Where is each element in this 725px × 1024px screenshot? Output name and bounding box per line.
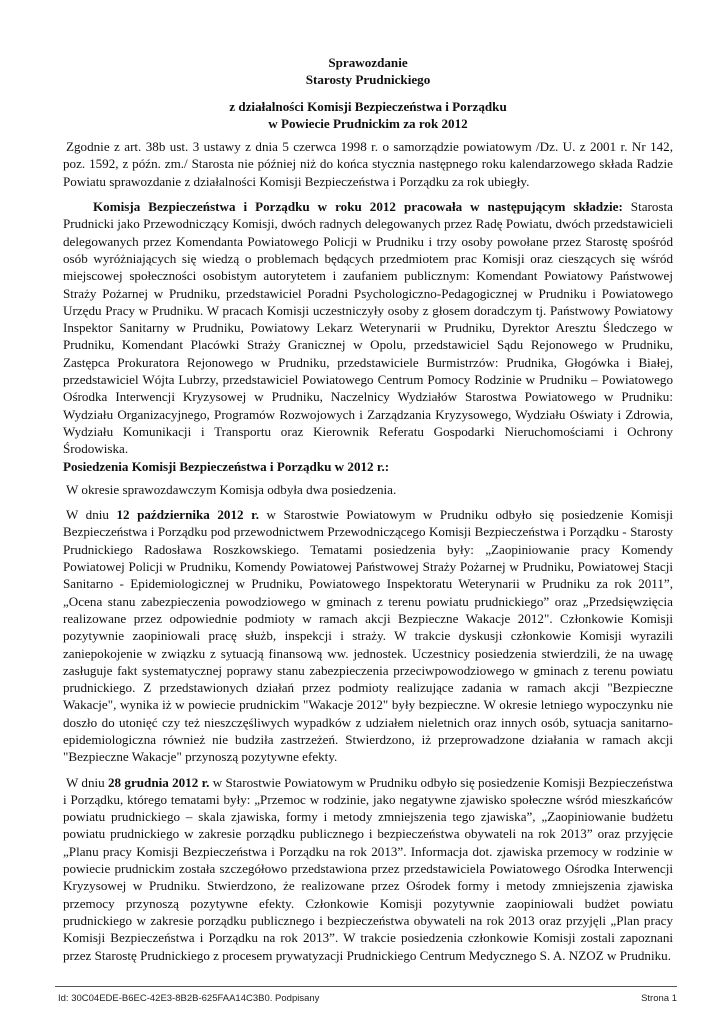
document-body <box>63 54 673 964</box>
sessions-heading: Posiedzenia Komisji Bezpieczeństwa i Porządku w 2012 r.: <box>63 458 390 474</box>
intro-paragraph: Zgodnie z art. 38b ust. 3 ustawy z dnia 5 czerwca 1998 r. o samorządzie powiatowym /Dz. U. z 2001 r. Nr 142, poz. 1592, z późn. zm./ Starosta nie później niż do końca stycznia następnego roku kalendarzowego składa Radzie Powiatu sprawozdanie z działalności Komisji Bezpieczeństwa i Porządku za rok ubiegły. <box>63 139 673 189</box>
meeting-2-paragraph <box>63 774 673 964</box>
composition-paragraph <box>63 198 673 457</box>
document-title <box>63 54 673 89</box>
page-number: Strona 1 <box>641 993 677 1004</box>
subtitle-line-1: z działalności Komisji Bezpieczeństwa i Porządku <box>229 98 507 114</box>
composition-text: Starosta Prudnicki jako Przewodniczący Komisji, dwóch radnych delegowanych przez Radę Powiatu, dwóch przedstawicieli delegowanych przez Komendanta Powiatowego Policji w Prudniku i trzy osoby powołane przez Starostę spośród osób wyróżniających się wiedzą o problemach będących przedmiotem prac Komisji oraz cieszących się wśród miejscowej społeczności osobistym autorytetem i zaufaniem publicznym: Komendant Powiatowy Państwowej Straży Pożarnej w Prudniku, przedstawiciel Poradni Psychologiczno-Pedagogicznej w Prudniku i Powiatowego Urzędu Pracy w Prudniku. W pracach Komisji uczestniczyły osoby z głosem doradczym tj. Państwowy Powiatowy Inspektor Sanitarny w Prudniku, Powiatowy Lekarz Weterynarii w Prudniku, Dyrektor Aresztu Śledczego w Prudniku, Komendant Placówki Straży Granicznej w Opolu, przedstawiciel Sądu Rejonowego w Prudniku, Zastępca Prokuratora Rejonowego w Prudniku, przedstawiciele Burmistrzów: Prudnika, Głogówka i Białej, przedstawiciel Wójta Lubrzy, przedstawiciel Powiatowego Centrum Pomocy Rodzinie w Prudniku – Powiatowego Ośrodka Interwencji Kryzysowej w Prudniku, Naczelnicy Wydziałów Starostwa Powiatowego w Prudniku: Wydziału Organizacyjnego, Programów Rozwojowych i Zarządzania Kryzysowego, Wydziału Oświaty i Zdrowia, Wydziału Komunikacji i Transportu oraz Kierownik Referatu Gospodarki Nieruchomościami i Ochrony Środowiska. <box>63 199 673 457</box>
sessions-summary: W okresie sprawozdawczym Komisja odbyła dwa posiedzenia. <box>66 481 397 497</box>
meeting-2-text: w Starostwie Powiatowym w Prudniku odbyło się posiedzenie Komisji Bezpieczeństwa i Porządku, którego tematami były: „Przemoc w rodzinie, jako negatywne zjawisko społeczne wśród mieszkańców powiatu prudnickiego – skala zjawiska, formy i metody zmniejszenia tego zjawiska”, „Zaopiniowanie budżetu powiatu prudnickiego w zakresie porządku publicznego i bezpieczeństwa obywateli na rok 2013” oraz przyjęcie „Planu pracy Komisji Bezpieczeństwa i Porządku na rok 2013”. Informacja dot. zjawiska przemocy w rodzinie w powiecie prudnickim została szczegółowo przedstawiona przez przedstawiciela Powiatowego Ośrodka Interwencji Kryzysowej w Prudniku. Stwierdzono, że realizowane przez Ośrodek formy i metody zmniejszenia zjawiska przemocy przynoszą pozytywne efekty. Członkowie Komisji pozytywnie zaopiniowali budżet powiatu prudnickiego w zakresie porządku publicznego i bezpieczeństwa obywateli na rok 2013 oraz przyjęli „Plan pracy Komisji Bezpieczeństwa i Porządku na rok 2013”. W trakcie posiedzenia członkowie Komisji zostali zapoznani przez Starostę Prudnickiego z procesem prywatyzacji Prudnickiego Centrum Medycznego S. A. NZOZ w Prudniku. <box>63 774 673 963</box>
meeting-1-text: w Starostwie Powiatowym w Prudniku odbyło się posiedzenie Komisji Bezpieczeństwa i Porządku pod przewodnictwem Przewodniczącego Komisji Bezpieczeństwa i Porządku - Starosty Prudnickiego Radosława Roszkowskiego. Tematami posiedzenia były: „Zaopiniowanie pracy Komendy Powiatowej Policji w Prudniku, Komendy Powiatowej Państwowej Straży Pożarnej w Prudniku, Powiatowej Stacji Sanitarno - Epidemiologicznej w Prudniku, Powiatowego Inspektoratu Weterynarii w Prudniku za rok 2011”, „Ocena stanu zabezpieczenia powodziowego w gminach z terenu powiatu prudnickiego” oraz „Przedsięwzięcia realizowane przez odpowiednie podmioty w ramach akcji Bezpieczne Wakacje 2012". Członkowie Komisji pozytywnie zaopiniowali pracę służb, inspekcji i straży. W trakcie dyskusji członkowie Komisji wyrazili zaniepokojenie w związku z sytuacją finansową ww. jednostek. Uczestnicy posiedzenia stwierdzili, że na uwagę zasługuje fakt systematycznej poprawy stanu zabezpieczenia przeciwpowodziowego w gminach z terenu powiatu prudnickiego. Z przedstawionych działań przez podmioty realizujące zadania w ramach akcji "Bezpieczne Wakacje", wynika iż w powiecie prudnickim "Wakacje 2012" były bezpieczne. W okresie letniego wypoczynku nie doszło do utonięć czy też nieszczęśliwych wypadków z udziałem nieletnich oraz innych osób, sytuacja sanitarno-epidemiologiczna również nie budziła zastrzeżeń. Stwierdzono, iż przeprowadzone działania w ramach akcji "Bezpieczne Wakacje" przynoszą pozytywne efekty. <box>63 507 673 765</box>
document-id: Id: 30C04EDE-B6EC-42E3-8B2B-625FAA14C3B0. Podpisany <box>58 993 320 1004</box>
document-subtitle <box>63 98 673 133</box>
meeting-2-date: 28 grudnia 2012 r. <box>108 774 210 790</box>
subtitle-line-2: w Powiecie Prudnickim za rok 2012 <box>268 115 468 131</box>
meeting-1-prefix: W dniu <box>66 507 117 523</box>
title-line-2: Starosty Prudnickiego <box>305 72 431 88</box>
page-footer <box>55 986 677 1004</box>
meeting-1-date: 12 października 2012 r. <box>116 507 259 523</box>
meeting-2-prefix: W dniu <box>66 774 108 790</box>
title-line-1: Sprawozdanie <box>328 55 408 70</box>
meeting-1-paragraph <box>63 506 673 765</box>
composition-lead: Komisja Bezpieczeństwa i Porządku w roku 2012 pracowała w następującym składzie: <box>93 199 623 215</box>
